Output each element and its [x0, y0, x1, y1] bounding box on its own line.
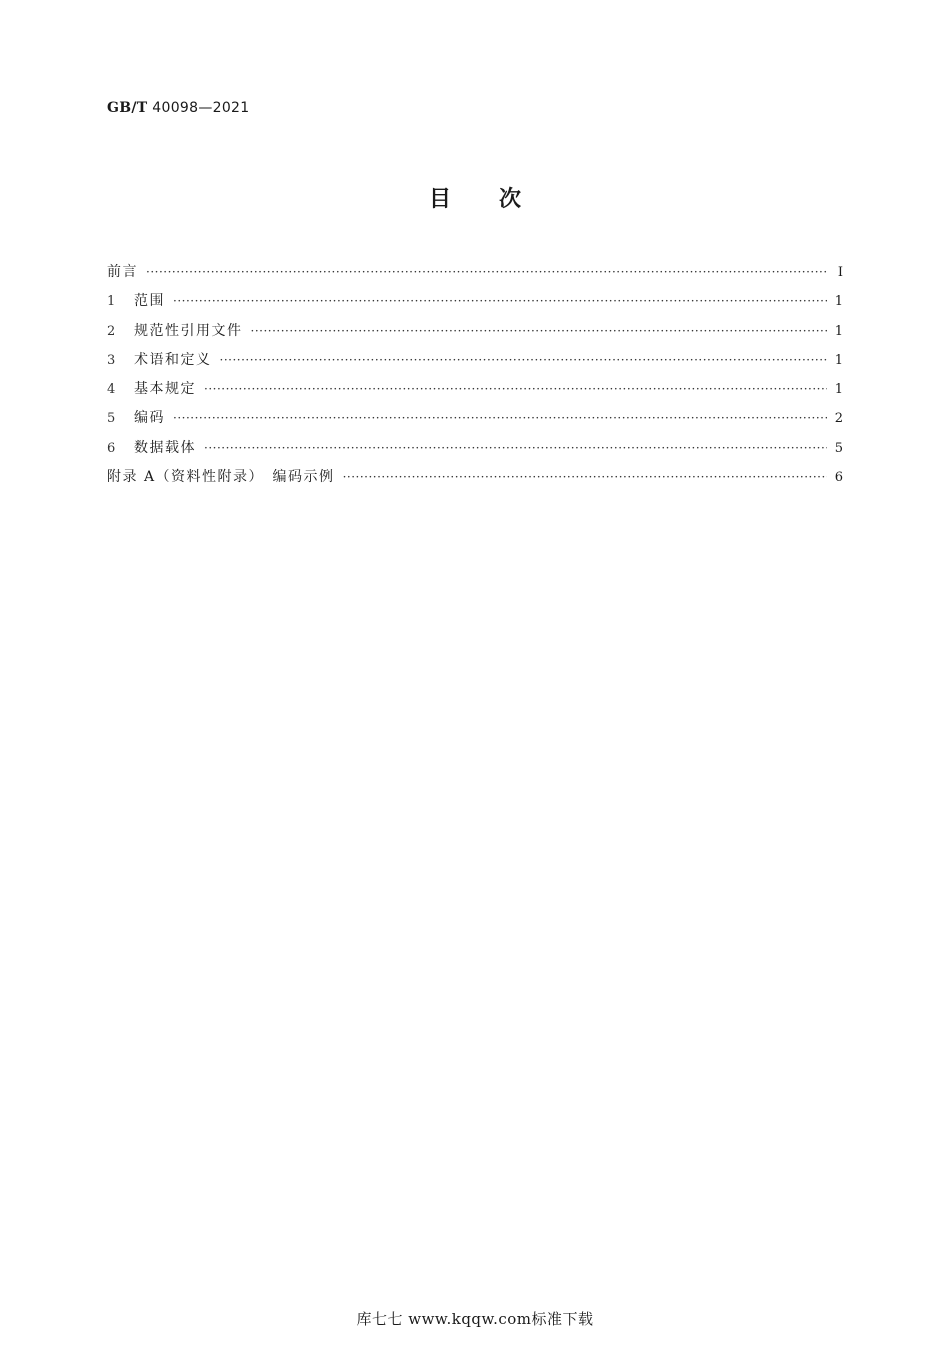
toc-dot-leader [173, 294, 827, 308]
toc-entry-label: 附录 A（资料性附录） 编码示例 [107, 469, 335, 486]
toc-entry-label: 基本规定 [134, 381, 196, 398]
toc-entry-page: 1 [834, 382, 843, 398]
toc-entry-normative-references[interactable] [107, 320, 843, 349]
toc-entry-page: 2 [834, 411, 843, 427]
toc-entry-data-carrier[interactable] [107, 437, 843, 466]
toc-title: 目次 [428, 187, 569, 212]
toc-entry-label: 术语和定义 [134, 351, 212, 368]
toc-dot-leader [251, 324, 827, 338]
toc-entry-page: Ⅰ [837, 265, 843, 280]
toc-entry-number: 2 [107, 323, 117, 339]
toc-entry-scope[interactable] [107, 290, 843, 319]
toc-entry-number: 4 [107, 382, 117, 398]
document-code-prefix: GB/T [107, 100, 148, 116]
toc-entry-coding[interactable] [107, 407, 843, 436]
toc-entry-label: 规范性引用文件 [134, 322, 243, 339]
table-of-contents [107, 261, 843, 495]
toc-dot-leader [204, 441, 827, 455]
toc-dot-leader [343, 470, 827, 484]
toc-entry-label: 编码 [134, 410, 165, 427]
toc-entry-label: 数据载体 [134, 439, 196, 456]
toc-entry-appendix-a[interactable] [107, 466, 843, 495]
toc-entry-page: 5 [834, 440, 843, 456]
toc-dot-leader [204, 382, 827, 396]
toc-entry-page: 1 [834, 352, 843, 368]
page-footer-watermark: 库七七 www.kqqw.com标准下载 [356, 1310, 594, 1328]
toc-entry-label: 前言 [107, 264, 138, 280]
toc-dot-leader [146, 265, 827, 279]
toc-entry-basic-provisions[interactable] [107, 378, 843, 407]
toc-dot-leader [220, 353, 827, 367]
toc-dot-leader [173, 411, 827, 425]
toc-entry-number: 6 [107, 440, 117, 456]
toc-entry-number: 1 [107, 294, 117, 310]
toc-entry-page: 1 [834, 323, 843, 339]
toc-entry-foreword[interactable] [107, 261, 843, 290]
document-code [107, 100, 249, 116]
toc-entry-number: 5 [107, 411, 117, 427]
toc-entry-terms-definitions[interactable] [107, 349, 843, 378]
toc-entry-number: 3 [107, 352, 117, 368]
toc-entry-label: 范围 [134, 293, 165, 310]
document-code-number: 40098—2021 [152, 100, 250, 116]
toc-entry-page: 1 [834, 294, 843, 310]
toc-entry-page: 6 [834, 470, 843, 486]
